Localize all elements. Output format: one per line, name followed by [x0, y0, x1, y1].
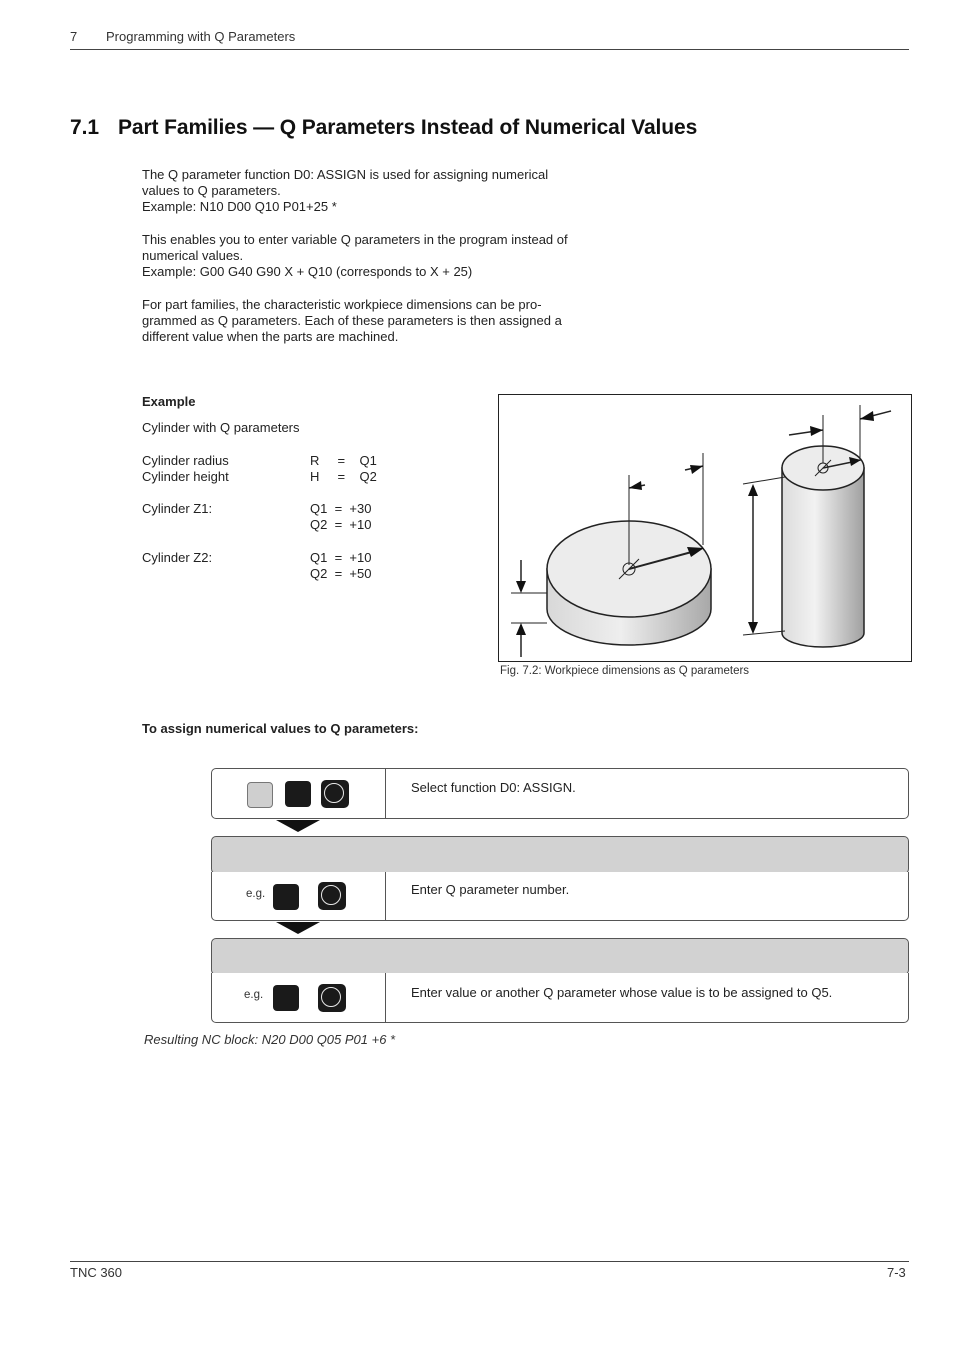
- running-header: [70, 29, 295, 44]
- text-line: Example: N10 D00 Q10 P01+25 *: [142, 199, 337, 215]
- intro-paragraph-2: [142, 232, 568, 281]
- eg-label: e.g.: [246, 888, 266, 900]
- section-title-text: Part Families — Q Parameters Instead of Numerical Values: [118, 116, 698, 139]
- text-line: For part families, the characteristic workpiece dimensions can be pro-: [142, 297, 542, 312]
- example-label: Cylinder Z1:: [142, 501, 213, 516]
- eg-label: e.g.: [244, 989, 264, 1001]
- footer-rule: [70, 1261, 909, 1262]
- section-number: 7.1: [70, 116, 99, 139]
- text-line: This enables you to enter variable Q parameters in the program instead of: [142, 232, 568, 247]
- example-value: Q1 = +30: [310, 501, 372, 516]
- divider: [385, 872, 386, 920]
- q-key[interactable]: [247, 782, 273, 808]
- enter-key[interactable]: [318, 882, 346, 910]
- example-label: Cylinder radius: [142, 453, 229, 468]
- zero-key[interactable]: [321, 780, 349, 808]
- page-number: 7-3: [887, 1265, 906, 1280]
- dimension-arrow: [748, 622, 758, 634]
- intro-paragraph-1: [142, 167, 548, 216]
- figure-caption: Fig. 7.2: Workpiece dimensions as Q parameters: [500, 665, 750, 677]
- footer-left: TNC 360: [70, 1265, 123, 1280]
- example-value: Q2 = +50: [310, 566, 372, 581]
- chapter-number: 7: [70, 29, 78, 44]
- d-function-key[interactable]: [285, 781, 311, 807]
- text-line: Example: G00 G40 G90 X + Q10 (corresponds to X + 25): [142, 264, 473, 280]
- example-heading: Example: [142, 394, 196, 409]
- enter-key[interactable]: [318, 984, 346, 1012]
- text-line: different value when the parts are machined.: [142, 329, 399, 345]
- text-line: The Q parameter function D0: ASSIGN is used for assigning numerical: [142, 167, 549, 182]
- dimension-arrow: [629, 481, 642, 490]
- tall-cylinder: [782, 446, 864, 647]
- text-line: values to Q parameters.: [142, 183, 281, 199]
- example-value: R = Q1: [310, 453, 377, 468]
- example-label: Cylinder Z2:: [142, 550, 213, 565]
- number-key[interactable]: [273, 985, 299, 1011]
- section-title: [70, 116, 697, 140]
- example-value: Q1 = +10: [310, 550, 372, 565]
- intro-paragraph-3: [142, 297, 562, 346]
- example-label: Cylinder height: [142, 469, 229, 484]
- divider: [385, 973, 386, 1022]
- text-line: grammed as Q parameters. Each of these parameters is then assigned a: [142, 313, 562, 329]
- dimension-arrow: [860, 411, 874, 421]
- divider: [385, 769, 386, 818]
- cylinders-illustration: [499, 395, 911, 661]
- procedure-heading: To assign numerical values to Q parameters:: [142, 721, 419, 736]
- flow-arrow: [276, 922, 320, 934]
- step-3-dialog-bar: [211, 938, 909, 975]
- flow-arrow: [276, 820, 320, 832]
- workpiece-figure: [498, 394, 912, 662]
- dimension-arrow: [516, 623, 526, 635]
- step-2-text: Enter Q parameter number.: [411, 882, 570, 897]
- dimension-arrow: [516, 581, 526, 593]
- resulting-nc-block: Resulting NC block: N20 D00 Q05 P01 +6 *: [144, 1032, 396, 1047]
- header-rule: [70, 49, 909, 50]
- example-value: H = Q2: [310, 469, 377, 484]
- step-3-text: Enter value or another Q parameter whose value is to be assigned to Q5.: [411, 985, 833, 1000]
- chapter-title: Programming with Q Parameters: [106, 29, 296, 44]
- number-key[interactable]: [273, 884, 299, 910]
- dimension-arrow: [748, 484, 758, 496]
- text-line: numerical values.: [142, 248, 244, 264]
- step-1-text: Select function D0: ASSIGN.: [411, 780, 576, 795]
- step-2-dialog-bar: [211, 836, 909, 874]
- dimension-arrow: [690, 465, 703, 474]
- example-subtitle: Cylinder with Q parameters: [142, 420, 300, 435]
- example-value: Q2 = +10: [310, 517, 372, 532]
